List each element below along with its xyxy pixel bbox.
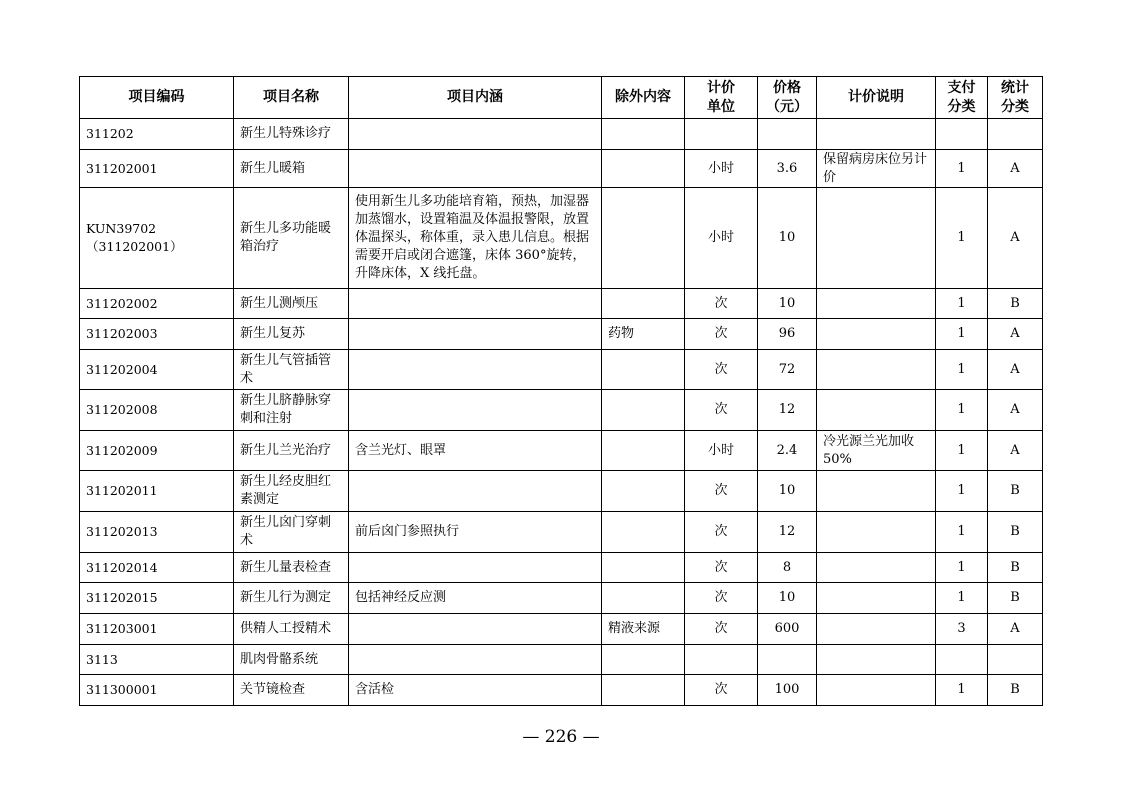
- cell-name: 新生儿兰光治疗: [234, 431, 349, 471]
- cell-content: [349, 119, 602, 150]
- cell-price: 8: [758, 553, 817, 583]
- cell-unit: 小时: [685, 188, 758, 289]
- cell-stat-class: A: [988, 319, 1043, 350]
- table-row: [80, 675, 1043, 706]
- cell-code: 311202009: [80, 431, 234, 471]
- cell-pay-class: 1: [936, 512, 988, 553]
- cell-content: [349, 390, 602, 431]
- cell-stat-class: A: [988, 150, 1043, 188]
- table-row: [80, 553, 1043, 583]
- cell-stat-class: A: [988, 188, 1043, 289]
- cell-content: [349, 645, 602, 675]
- cell-content: [349, 350, 602, 390]
- cell-name: 新生儿气管插管术: [234, 350, 349, 390]
- cell-stat-class: B: [988, 583, 1043, 614]
- cell-stat-class: A: [988, 350, 1043, 390]
- cell-stat-class: [988, 645, 1043, 675]
- cell-excluded: [602, 553, 685, 583]
- table-row: [80, 512, 1043, 553]
- cell-stat-class: [988, 119, 1043, 150]
- cell-price: 96: [758, 319, 817, 350]
- cell-code: 311202003: [80, 319, 234, 350]
- cell-price: 10: [758, 583, 817, 614]
- cell-code: 311202001: [80, 150, 234, 188]
- cell-excluded: [602, 512, 685, 553]
- cell-excluded: [602, 119, 685, 150]
- table-row: [80, 150, 1043, 188]
- cell-unit: [685, 645, 758, 675]
- header-name: 项目名称: [234, 77, 349, 119]
- cell-excluded: 精液来源: [602, 614, 685, 645]
- cell-unit: 次: [685, 289, 758, 319]
- cell-content: 含兰光灯、眼罩: [349, 431, 602, 471]
- cell-pricing-note: 保留病房床位另计价: [817, 150, 936, 188]
- cell-stat-class: A: [988, 614, 1043, 645]
- cell-stat-class: B: [988, 289, 1043, 319]
- cell-pay-class: 1: [936, 350, 988, 390]
- header-pay-class: 支付 分类: [936, 77, 988, 119]
- page-number: — 226 —: [522, 727, 600, 747]
- cell-price: [758, 119, 817, 150]
- table-row: [80, 431, 1043, 471]
- cell-pay-class: 1: [936, 553, 988, 583]
- cell-code: 311202002: [80, 289, 234, 319]
- cell-name: 新生儿脐静脉穿刺和注射: [234, 390, 349, 431]
- cell-unit: 小时: [685, 431, 758, 471]
- cell-content: 使用新生儿多功能培育箱，预热，加湿器加蒸馏水，设置箱温及体温报警限，放置体温探头，称体重，录入患儿信息。根据需要开启或闭合遮篷，床体 360°旋转，升降床体，X 线托盘。: [349, 188, 602, 289]
- cell-unit: 次: [685, 350, 758, 390]
- cell-content: [349, 150, 602, 188]
- cell-pricing-note: [817, 614, 936, 645]
- header-stat-class: 统计 分类: [988, 77, 1043, 119]
- cell-excluded: 药物: [602, 319, 685, 350]
- cell-pricing-note: [817, 319, 936, 350]
- table-row: [80, 471, 1043, 512]
- cell-pricing-note: [817, 471, 936, 512]
- cell-unit: 小时: [685, 150, 758, 188]
- table-row: [80, 188, 1043, 289]
- cell-unit: 次: [685, 553, 758, 583]
- cell-pricing-note: [817, 512, 936, 553]
- cell-pay-class: 1: [936, 319, 988, 350]
- cell-code: KUN39702（311202001）: [80, 188, 234, 289]
- cell-code: 3113: [80, 645, 234, 675]
- cell-name: 新生儿暖箱: [234, 150, 349, 188]
- cell-code: 311202014: [80, 553, 234, 583]
- cell-name: 新生儿行为测定: [234, 583, 349, 614]
- cell-code: 311202015: [80, 583, 234, 614]
- cell-excluded: [602, 150, 685, 188]
- cell-pay-class: 1: [936, 390, 988, 431]
- table-row: [80, 390, 1043, 431]
- cell-price: 10: [758, 188, 817, 289]
- cell-content: 含活检: [349, 675, 602, 706]
- cell-unit: 次: [685, 675, 758, 706]
- cell-excluded: [602, 350, 685, 390]
- cell-price: 12: [758, 512, 817, 553]
- header-content: 项目内涵: [349, 77, 602, 119]
- cell-content: [349, 553, 602, 583]
- cell-name: 关节镜检查: [234, 675, 349, 706]
- cell-price: 600: [758, 614, 817, 645]
- cell-pricing-note: 冷光源兰光加收50%: [817, 431, 936, 471]
- cell-price: 72: [758, 350, 817, 390]
- cell-excluded: [602, 645, 685, 675]
- cell-stat-class: B: [988, 675, 1043, 706]
- cell-price: 10: [758, 471, 817, 512]
- cell-stat-class: B: [988, 512, 1043, 553]
- header-pricing-note: 计价说明: [817, 77, 936, 119]
- cell-stat-class: B: [988, 553, 1043, 583]
- cell-pricing-note: [817, 119, 936, 150]
- cell-pricing-note: [817, 645, 936, 675]
- cell-excluded: [602, 289, 685, 319]
- cell-code: 311300001: [80, 675, 234, 706]
- cell-pay-class: 1: [936, 188, 988, 289]
- table-row: [80, 614, 1043, 645]
- cell-name: 新生儿经皮胆红素测定: [234, 471, 349, 512]
- cell-content: [349, 614, 602, 645]
- header-code: 项目编码: [80, 77, 234, 119]
- cell-pay-class: [936, 645, 988, 675]
- cell-price: 10: [758, 289, 817, 319]
- header-price: 价格 （元）: [758, 77, 817, 119]
- cell-unit: 次: [685, 512, 758, 553]
- table-row: [80, 119, 1043, 150]
- cell-price: 100: [758, 675, 817, 706]
- cell-content: 包括神经反应测: [349, 583, 602, 614]
- cell-pricing-note: [817, 553, 936, 583]
- cell-price: [758, 645, 817, 675]
- cell-pay-class: 1: [936, 583, 988, 614]
- cell-content: [349, 319, 602, 350]
- cell-excluded: [602, 471, 685, 512]
- table-row: [80, 583, 1043, 614]
- cell-name: 新生儿特殊诊疗: [234, 119, 349, 150]
- cell-price: 12: [758, 390, 817, 431]
- cell-pay-class: 1: [936, 431, 988, 471]
- cell-pay-class: 1: [936, 289, 988, 319]
- cell-pay-class: 1: [936, 675, 988, 706]
- cell-name: 新生儿复苏: [234, 319, 349, 350]
- cell-code: 311202008: [80, 390, 234, 431]
- cell-name: 新生儿量表检查: [234, 553, 349, 583]
- cell-stat-class: B: [988, 471, 1043, 512]
- cell-content: 前后囟门参照执行: [349, 512, 602, 553]
- cell-pricing-note: [817, 289, 936, 319]
- cell-content: [349, 289, 602, 319]
- cell-pay-class: 1: [936, 471, 988, 512]
- cell-excluded: [602, 583, 685, 614]
- cell-name: 新生儿囟门穿刺术: [234, 512, 349, 553]
- cell-pay-class: 1: [936, 150, 988, 188]
- cell-pricing-note: [817, 390, 936, 431]
- cell-unit: 次: [685, 471, 758, 512]
- table-row: [80, 289, 1043, 319]
- cell-content: [349, 471, 602, 512]
- cell-name: 供精人工授精术: [234, 614, 349, 645]
- cell-name: 肌肉骨骼系统: [234, 645, 349, 675]
- cell-stat-class: A: [988, 431, 1043, 471]
- cell-pricing-note: [817, 675, 936, 706]
- cell-unit: 次: [685, 614, 758, 645]
- cell-code: 311202: [80, 119, 234, 150]
- cell-pricing-note: [817, 583, 936, 614]
- cell-unit: 次: [685, 390, 758, 431]
- cell-pay-class: 3: [936, 614, 988, 645]
- cell-excluded: [602, 675, 685, 706]
- cell-pricing-note: [817, 350, 936, 390]
- table-row: [80, 319, 1043, 350]
- cell-code: 311203001: [80, 614, 234, 645]
- cell-code: 311202013: [80, 512, 234, 553]
- price-table: [79, 76, 1043, 706]
- cell-unit: [685, 119, 758, 150]
- cell-price: 3.6: [758, 150, 817, 188]
- cell-pay-class: [936, 119, 988, 150]
- cell-unit: 次: [685, 583, 758, 614]
- cell-stat-class: A: [988, 390, 1043, 431]
- header-unit: 计价 单位: [685, 77, 758, 119]
- cell-excluded: [602, 390, 685, 431]
- table-row: [80, 350, 1043, 390]
- cell-code: 311202004: [80, 350, 234, 390]
- cell-price: 2.4: [758, 431, 817, 471]
- cell-excluded: [602, 188, 685, 289]
- cell-excluded: [602, 431, 685, 471]
- cell-unit: 次: [685, 319, 758, 350]
- table-row: [80, 645, 1043, 675]
- cell-name: 新生儿测颅压: [234, 289, 349, 319]
- cell-pricing-note: [817, 188, 936, 289]
- cell-code: 311202011: [80, 471, 234, 512]
- header-row: [80, 77, 1043, 119]
- header-excluded: 除外内容: [602, 77, 685, 119]
- cell-name: 新生儿多功能暖箱治疗: [234, 188, 349, 289]
